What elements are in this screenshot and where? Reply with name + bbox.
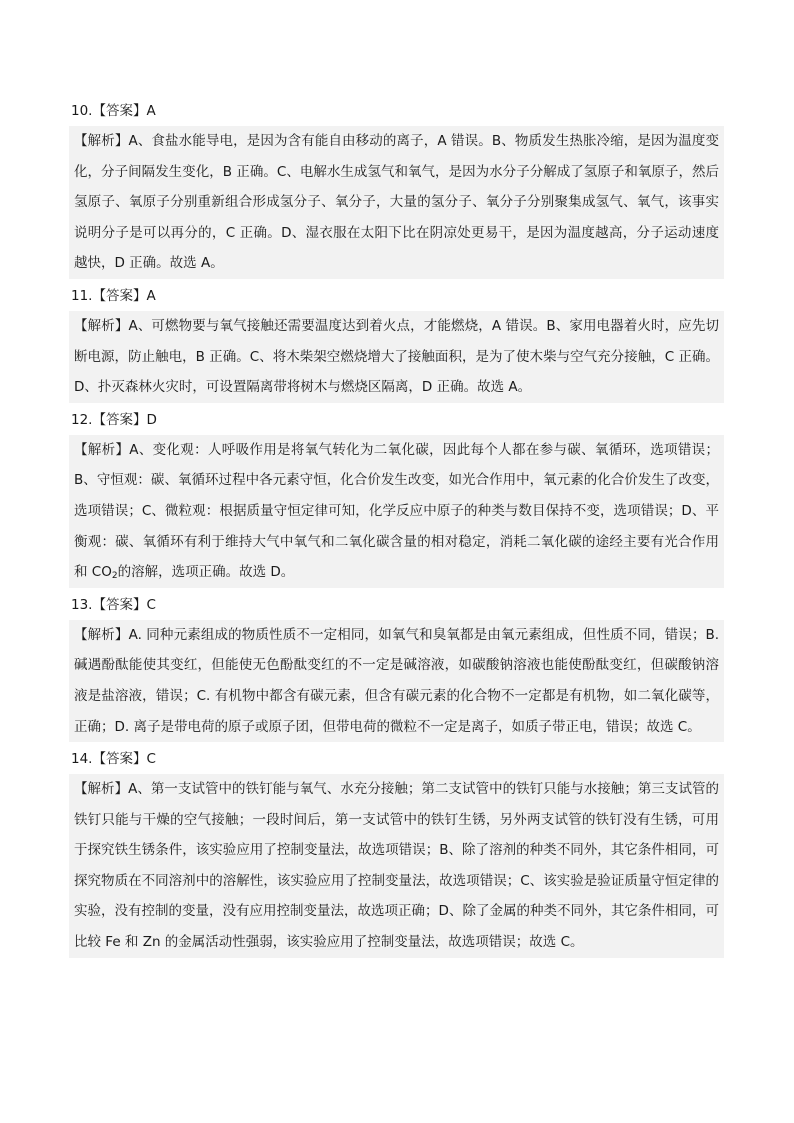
- answer-heading-12: 12.【答案】D: [71, 411, 157, 428]
- analysis-box-12: [69, 435, 724, 588]
- analysis-text-14: 【解析】A、第一支试管中的铁钉能与氧气、水充分接触；第二支试管中的铁钉只能与水接触；第三支试管的铁钉只能与干燥的空气接触；一段时间后，第一支试管中的铁钉生锈，另外两支试管的铁钉没有生锈，可用于探究铁生锈条件，该实验应用了控制变量法，故选项错误；B、除了溶剂的种类不同外，其它条件相同，可探究物质在不同溶剂中的溶解性，该实验应用了控制变量法，故选项错误；C、该实验是验证质量守恒定律的实验，没有控制的变量，没有应用控制变量法，故选项正确；D、除了金属的种类不同外，其它条件相同，可比较 Fe 和 Zn 的金属活动性强弱，该实验应用了控制变量法，故选项错误；故选 C。: [74, 781, 719, 951]
- analysis-box-10: [69, 126, 724, 279]
- analysis-text-13: 【解析】A. 同种元素组成的物质性质不一定相同，如氧气和臭氧都是由氧元素组成，但性质不同，错误；B. 碱遇酚酞能使其变红，但能使无色酚酞变红的不一定是碱溶液，如碳酸钠溶液也能使酚酞变红，但碳酸钠溶液是盐溶液，错误；C. 有机物中都含有碳元素，但含有碳元素的化合物不一定都是有机物，如二氧化碳等，正确；D. 离子是带电荷的原子或原子团，但带电荷的微粒不一定是离子，如质子带正电，错误；故选 C。: [74, 626, 719, 735]
- analysis-text-11: 【解析】A、可燃物要与氧气接触还需要温度达到着火点，才能燃烧，A 错误。B、家用电器着火时，应先切断电源，防止触电，B 正确。C、将木柴架空燃烧增大了接触面积，是为了使木柴与空气充分接触，C 正确。D、扑灭森林火灾时，可设置隔离带将树木与燃烧区隔离，D 正确。故选 A。: [74, 317, 719, 396]
- answer-heading-11: 11.【答案】A: [71, 287, 156, 304]
- answer-heading-13: 13.【答案】C: [71, 596, 156, 613]
- analysis-box-13: [69, 620, 724, 742]
- analysis-box-14: [69, 774, 724, 958]
- analysis-text-12-part2: 的溶解，选项正确。故选 D。: [117, 564, 295, 581]
- answer-section: [69, 96, 724, 958]
- analysis-text-12: [74, 435, 719, 588]
- answer-heading-14: 14.【答案】C: [71, 751, 156, 768]
- answer-heading-10: 10.【答案】A: [71, 103, 156, 119]
- analysis-text-12-part1: 【解析】A、变化观：人呼吸作用是将氧气转化为二氧化碳，因此每个人都在参与碳、氧循环，选项错误；B、守恒观：碳、氧循环过程中各元素守恒，化合价发生改变，如光合作用中，氧元素的化合价发生了改变，选项错误；C、微粒观：根据质量守恒定律可知，化学反应中原子的种类与数目保持不变，选项错误；D、平衡观：碳、氧循环有利于维持大气中氧气和二氧化碳含量的相对稳定，消耗二氧化碳的途经主要有光合作用和 CO: [74, 441, 719, 581]
- analysis-text-10: 【解析】A、食盐水能导电，是因为含有能自由移动的离子，A 错误。B、物质发生热胀冷缩，是因为温度变化，分子间隔发生变化，B 正确。C、电解水生成氢气和氧气，是因为水分子分解成了氢原子和氧原子，然后氢原子、氧原子分别重新组合形成氢分子、氧分子，大量的氢分子、氧分子分别聚集成氢气、氧气，该事实说明分子是可以再分的，C 正确。D、湿衣服在太阳下比在阴凉处更易干，是因为温度越高，分子运动速度越快，D 正确。故选 A。: [74, 133, 719, 272]
- co2-subscript: 2: [111, 571, 118, 582]
- analysis-box-11: [69, 311, 724, 403]
